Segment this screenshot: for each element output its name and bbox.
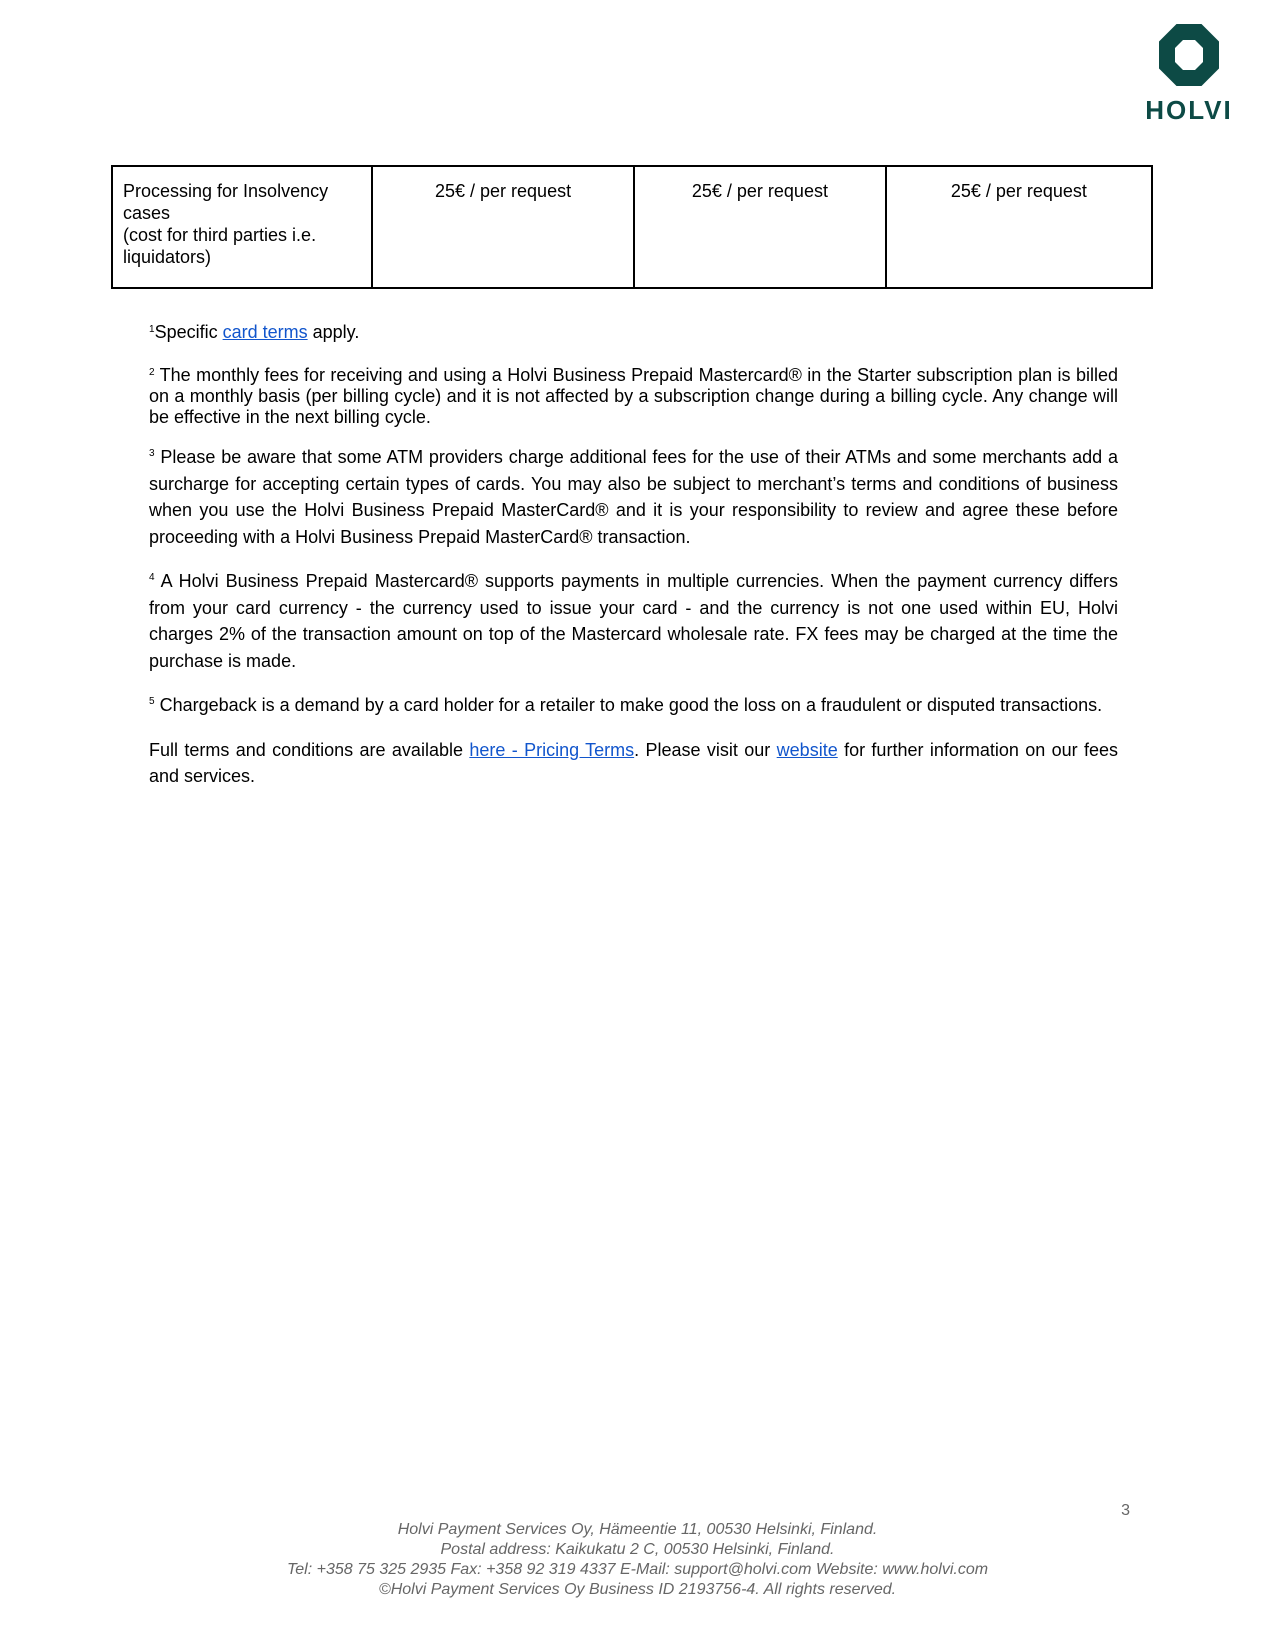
fee-value-cell: 25€ / per request: [372, 166, 634, 288]
footer-company-address: Holvi Payment Services Oy, Hämeentie 11, 00530 Helsinki, Finland.: [397, 1521, 878, 1538]
holvi-logo: [1141, 22, 1237, 123]
footer-contact: Tel: +358 75 325 2935 Fax: +358 92 319 4337 E-Mail: support@holvi.com Website: www.holvi.com: [286, 1561, 989, 1578]
footnote-1: [149, 322, 1118, 343]
fee-value-cell: 25€ / per request: [886, 166, 1152, 288]
footnote-number: 4: [149, 572, 155, 583]
footnote-number: 2: [149, 367, 155, 378]
footnote-number: 1: [149, 324, 155, 335]
footnote-2: [149, 365, 1118, 428]
footnote-4: [149, 568, 1118, 674]
footnote-number: 3: [149, 448, 155, 459]
footnote-5: [149, 692, 1118, 719]
footnote-text: The monthly fees for receiving and using a Holvi Business Prepaid Mastercard® in the Starter subscription plan is billed on a monthly basis (per billing cycle) and it is not affected by a subscription change during a billing cycle. Any change will be effective in the next billing cycle.: [149, 365, 1118, 427]
footnote-text: A Holvi Business Prepaid Mastercard® supports payments in multiple currencies. When the payment currency differs from your card currency - the currency used to issue your card - and the currency is not one used within EU, Holvi charges 2% of the transaction amount on top of the Mastercard wholesale rate. FX fees may be charged at the time the purchase is made.: [149, 571, 1118, 671]
footnote-text: Chargeback is a demand by a card holder for a retailer to make good the loss on a fraudulent or disputed transactions.: [159, 695, 1103, 715]
footnote-number: 5: [149, 696, 155, 707]
terms-paragraph: [149, 737, 1118, 790]
website-link[interactable]: website: [776, 739, 838, 760]
fee-label-line: cases: [123, 203, 171, 223]
terms-text: for further information on our fees and services.: [149, 739, 1119, 786]
fee-label-line: liquidators): [123, 247, 212, 267]
pricing-terms-link[interactable]: here - Pricing Terms: [469, 739, 635, 760]
page-footer: [0, 1520, 1275, 1600]
fee-value-cell: 25€ / per request: [634, 166, 886, 288]
footnote-text: apply.: [307, 322, 360, 342]
footnotes: [149, 322, 1118, 790]
table-row: [112, 166, 1152, 288]
terms-text: Full terms and conditions are available: [149, 739, 470, 760]
fee-table: [111, 165, 1153, 289]
terms-text: . Please visit our: [634, 739, 777, 760]
fee-label-line: (cost for third parties i.e.: [123, 225, 317, 245]
holvi-octagon-icon: [1156, 22, 1222, 88]
footer-postal-address: Postal address: Kaikukatu 2 C, 00530 Helsinki, Finland.: [440, 1541, 835, 1558]
fee-label-line: Processing for Insolvency: [123, 181, 329, 201]
footnote-3: [149, 444, 1118, 550]
footnote-text: Please be aware that some ATM providers charge additional fees for the use of their ATMs and some merchants add a surcharge for accepting certain types of cards. You may also be subject to merchant’s terms and conditions of business when you use the Holvi Business Prepaid MasterCard® and it is your responsibility to review and agree these before proceeding with a Holvi Business Prepaid MasterCard® transaction.: [149, 447, 1118, 547]
card-terms-link[interactable]: card terms: [222, 322, 308, 342]
page-number: 3: [1121, 1502, 1130, 1519]
footnote-text: Specific: [154, 322, 223, 342]
logo-text: HOLVI: [1145, 95, 1233, 125]
fee-label-cell: [112, 166, 372, 288]
footer-copyright: ©Holvi Payment Services Oy Business ID 2193756-4. All rights reserved.: [378, 1581, 897, 1598]
